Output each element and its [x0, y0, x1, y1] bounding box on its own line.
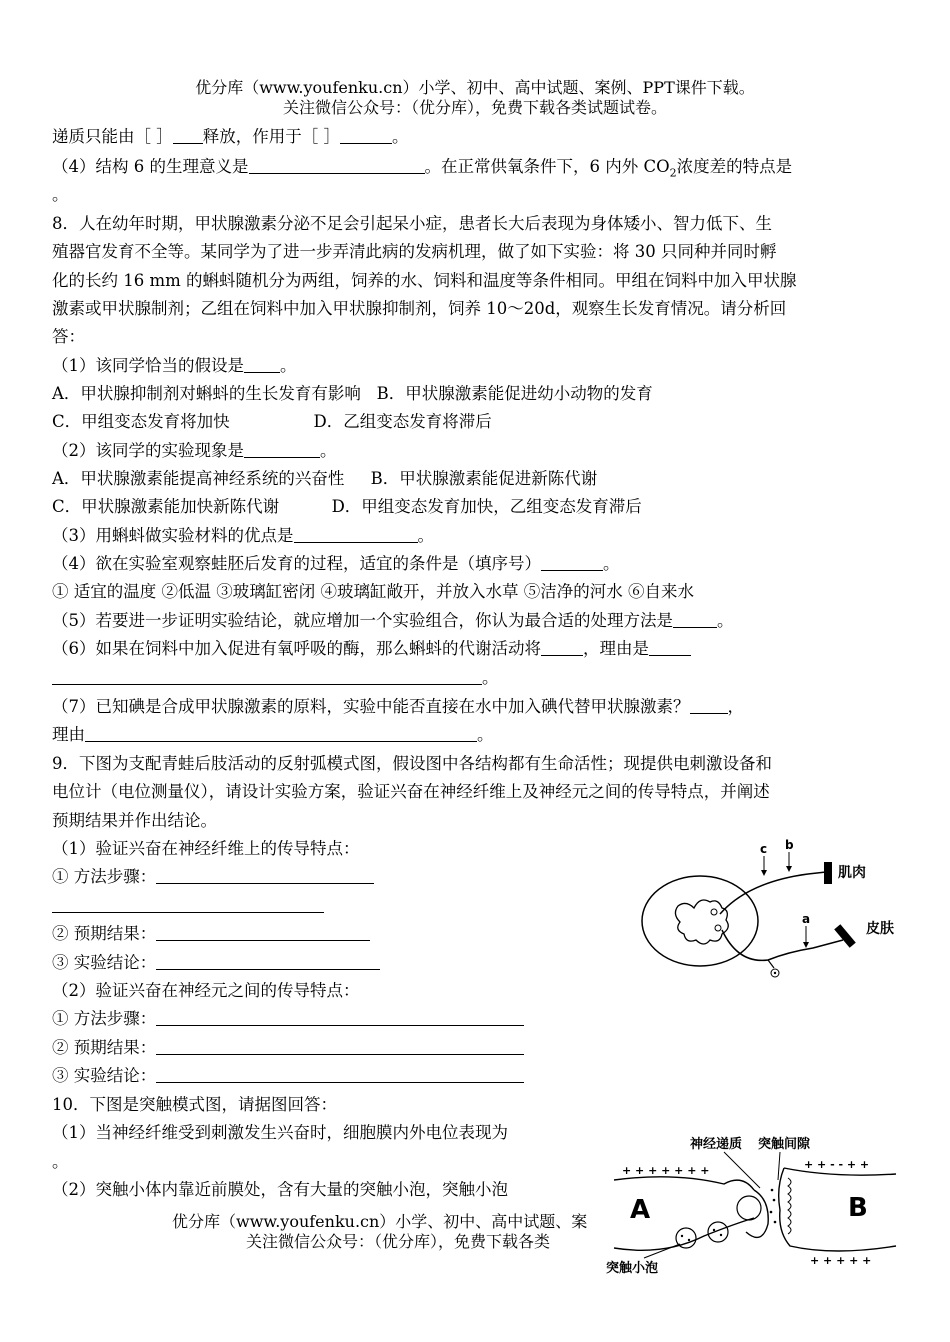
skin-receptor-icon: [834, 924, 856, 948]
page-header-line2: 关注微信公众号：（优分库），免费下载各类试题试卷。: [282, 98, 667, 117]
vesicle-dot: [720, 1234, 722, 1236]
q8-p1-options-ab: A．甲状腺抑制剂对蝌蚪的生长发育有影响 B．甲状腺激素能促进幼小动物的发育: [52, 384, 653, 403]
q7-cont-c: 。: [392, 127, 409, 146]
q9-s1-method: [52, 866, 374, 888]
point-c-arrowhead: [761, 870, 767, 876]
neuron-body: [715, 925, 721, 931]
label-B: B: [848, 1193, 868, 1223]
q8-part4: [52, 553, 620, 575]
answer-blank[interactable]: [85, 725, 477, 742]
q9-s2-method: [52, 1008, 524, 1030]
answer-blank[interactable]: [156, 1038, 524, 1055]
ganglion-dot: [774, 972, 776, 974]
q8-p6-mid: ，理由是: [583, 639, 649, 658]
charge-signs: + + + + +: [810, 1254, 872, 1267]
label-A: A: [630, 1195, 651, 1225]
q8-p7-reason: [52, 724, 494, 746]
q8-p3-text: （3）用蝌蚪做实验材料的优点是: [52, 526, 294, 545]
answer-blank[interactable]: [156, 1066, 524, 1083]
label-a: a: [802, 912, 811, 926]
q8-p6-end: 。: [482, 668, 499, 687]
answer-blank[interactable]: [52, 668, 482, 685]
answer-blank[interactable]: [649, 639, 691, 656]
q8-p5-text: （5）若要进一步证明实验结论，就应增加一个实验组合，你认为最合适的处理方法是: [52, 611, 673, 630]
label-muscle: 肌肉: [838, 865, 866, 881]
q8-p7-text: （7）已知碘是合成甲状腺激素的原料，实验中能否直接在水中加入碘代替甲状腺激素？: [52, 697, 690, 716]
synapse-figure: [604, 1128, 904, 1276]
answer-blank[interactable]: [673, 611, 717, 628]
answer-blank[interactable]: [156, 924, 370, 941]
q8-p3-end: 。: [417, 526, 434, 545]
q7-continuation: [52, 126, 409, 148]
reflex-arc-figure: [638, 836, 908, 986]
page-footer-line1: 优分库（www.youfenku.cn）小学、初中、高中试题、案: [172, 1212, 588, 1231]
answer-blank[interactable]: [541, 554, 603, 571]
q10-p1-end: 。: [52, 1152, 69, 1171]
q8-part2: [52, 440, 337, 462]
ganglion-stem: [768, 960, 774, 968]
q8-p1-end: 。: [280, 356, 297, 375]
q8-p6-continuation: [52, 667, 499, 689]
q8-stem-line3: 化的长约 16 mm 的蝌蚪随机分为两组，饲养的水、饲料和温度等条件相同。甲组在饲料中加入甲状腺: [52, 271, 797, 290]
q9-section1-title: （1）验证兴奋在神经纤维上的传导特点：: [52, 839, 360, 858]
q8-p1-options-cd: C．甲组变态发育将加快 D．乙组变态发育将滞后: [52, 412, 492, 431]
charge-signs: + + + + + + +: [622, 1164, 710, 1177]
q9-stem-line1: 9．下图为支配青蛙后肢活动的反射弧模式图，假设图中各结构都有生命活性；现提供电刺激设备和: [52, 754, 772, 773]
answer-blank[interactable]: [156, 953, 380, 970]
q8-stem-line5: 答：: [52, 327, 85, 346]
q8-p1-text: （1）该同学恰当的假设是: [52, 356, 244, 375]
q10-part1: （1）当神经纤维受到刺激发生兴奋时，细胞膜内外电位表现为: [52, 1123, 508, 1142]
q8-part6: [52, 638, 691, 660]
charge-signs: + + - - + +: [804, 1158, 870, 1171]
q7-cont-b: 释放，作用于［ ］: [202, 127, 340, 146]
q7-p4-c: 浓度差的特点是: [676, 157, 793, 176]
q7-p4-end: 。: [52, 185, 69, 204]
q8-p4-text: （4）欲在实验室观察蛙胚后发育的过程，适宜的条件是（填序号）: [52, 554, 541, 573]
q9-s2-conclusion-label: ③ 实验结论：: [52, 1066, 157, 1085]
answer-blank[interactable]: [294, 526, 418, 543]
muscle-icon: [824, 862, 832, 884]
label-b: b: [785, 838, 794, 852]
page-header-line1: 优分库（www.youfenku.cn）小学、初中、高中试题、案例、PPT课件下载。: [195, 78, 755, 97]
q8-part5: [52, 610, 734, 632]
q8-p2-options-cd: C．甲状腺激素能加快新陈代谢 D．甲组变态发育加快，乙组变态发育滞后: [52, 497, 642, 516]
q9-s2-result-label: ② 预期结果：: [52, 1038, 157, 1057]
q9-section2-title: （2）验证兴奋在神经元之间的传导特点：: [52, 981, 360, 1000]
answer-blank[interactable]: [156, 867, 374, 884]
q8-p7-end: ，: [727, 697, 744, 716]
q8-stem-line4: 激素或甲状腺制剂；乙组在饲料中加入甲状腺抑制剂，饲养 10～20d，观察生长发育情况。请分析回: [52, 299, 787, 318]
q9-stem-line3: 预期结果并作出结论。: [52, 811, 217, 830]
q8-stem-line1: 8．人在幼年时期，甲状腺激素分泌不足会引起呆小症，患者长大后表现为身体矮小、智力低下、生: [52, 214, 772, 233]
q9-stem-line2: 电位计（电位测量仪），请设计实验方案，验证兴奋在神经纤维上及神经元之间的传导特点，并阐述: [52, 782, 770, 801]
label-c: c: [760, 842, 768, 856]
q8-part7: [52, 696, 744, 718]
q9-s1-result: [52, 923, 370, 945]
point-a-arrowhead: [803, 942, 809, 948]
neuron-body: [711, 909, 717, 915]
vesicle-dot: [681, 1235, 683, 1237]
q9-s1-result-label: ② 预期结果：: [52, 924, 157, 943]
q9-s2-method-label: ① 方法步骤：: [52, 1009, 157, 1028]
q7-cont-a: 递质只能由［ ］: [52, 127, 173, 146]
transmitter-dot: [770, 1211, 773, 1214]
q8-p4-options: ① 适宜的温度 ②低温 ③玻璃缸密闭 ④玻璃缸敞开，并放入水草 ⑤洁净的河水 ⑥自来水: [52, 582, 694, 601]
answer-blank[interactable]: [541, 639, 583, 656]
q9-s1-method-label: ① 方法步骤：: [52, 867, 157, 886]
label-skin: 皮肤: [866, 921, 894, 937]
afferent-nerve: [722, 930, 843, 960]
answer-blank[interactable]: [173, 127, 203, 144]
q8-p2-options-ab: A．甲状腺激素能提高神经系统的兴奋性 B．甲状腺激素能促进新陈代谢: [52, 469, 598, 488]
transmitter-dot: [774, 1221, 777, 1224]
vesicle-dot: [713, 1229, 715, 1231]
answer-blank[interactable]: [340, 127, 392, 144]
answer-blank[interactable]: [249, 157, 425, 174]
q8-p6-text: （6）如果在饲料中加入促进有氧呼吸的酶，那么蝌蚪的代谢活动将: [52, 639, 541, 658]
transmitter-dot: [771, 1189, 774, 1192]
q10-part2: （2）突触小体内靠近前膜处，含有大量的突触小泡，突触小泡: [52, 1180, 508, 1199]
q9-s2-result: [52, 1037, 524, 1059]
answer-blank[interactable]: [244, 441, 320, 458]
q7-p4-b: 。在正常供氧条件下，6 内外 CO: [424, 157, 670, 176]
q8-p7-reason-label: 理由: [52, 725, 85, 744]
q7-p4-a: （4）结构 6 的生理意义是: [52, 157, 249, 176]
transmitter-dot: [773, 1199, 776, 1202]
label-vesicle: 突触小泡: [606, 1261, 659, 1276]
label-transmitter: 神经递质: [690, 1137, 743, 1152]
q7-p4-sub: 2: [669, 166, 677, 180]
q8-part1: [52, 355, 297, 377]
answer-blank[interactable]: [690, 697, 728, 714]
q7-part4: [52, 156, 792, 184]
q9-s1-method-continuation: [52, 895, 324, 917]
answer-blank[interactable]: [52, 896, 324, 913]
q8-stem-line2: 殖器官发育不全等。某同学为了进一步弄清此病的发病机理，做了如下实验：将 30 只同种并同时孵: [52, 242, 777, 261]
point-b-arrowhead: [786, 866, 792, 872]
page-footer-line2: 关注微信公众号：（优分库），免费下载各类: [246, 1232, 551, 1251]
q9-s1-conclusion-label: ③ 实验结论：: [52, 953, 157, 972]
answer-blank[interactable]: [244, 356, 280, 373]
q8-p2-end: 。: [320, 441, 337, 460]
gray-matter: [675, 900, 728, 944]
efferent-nerve: [720, 872, 826, 914]
vesicle-dot: [688, 1239, 690, 1241]
q10-stem: 10．下图是突触模式图，请据图回答：: [52, 1095, 337, 1114]
q9-s2-conclusion: [52, 1065, 524, 1087]
answer-blank[interactable]: [156, 1009, 524, 1026]
q8-p5-end: 。: [717, 611, 734, 630]
q8-p7-reason-end: 。: [477, 725, 494, 744]
q8-p4-end: 。: [603, 554, 620, 573]
q8-p2-text: （2）该同学的实验现象是: [52, 441, 244, 460]
spinal-cord-outline: [642, 876, 758, 966]
label-cleft: 突触间隙: [758, 1137, 811, 1152]
q9-s1-conclusion: [52, 952, 380, 974]
q8-part3: [52, 525, 434, 547]
